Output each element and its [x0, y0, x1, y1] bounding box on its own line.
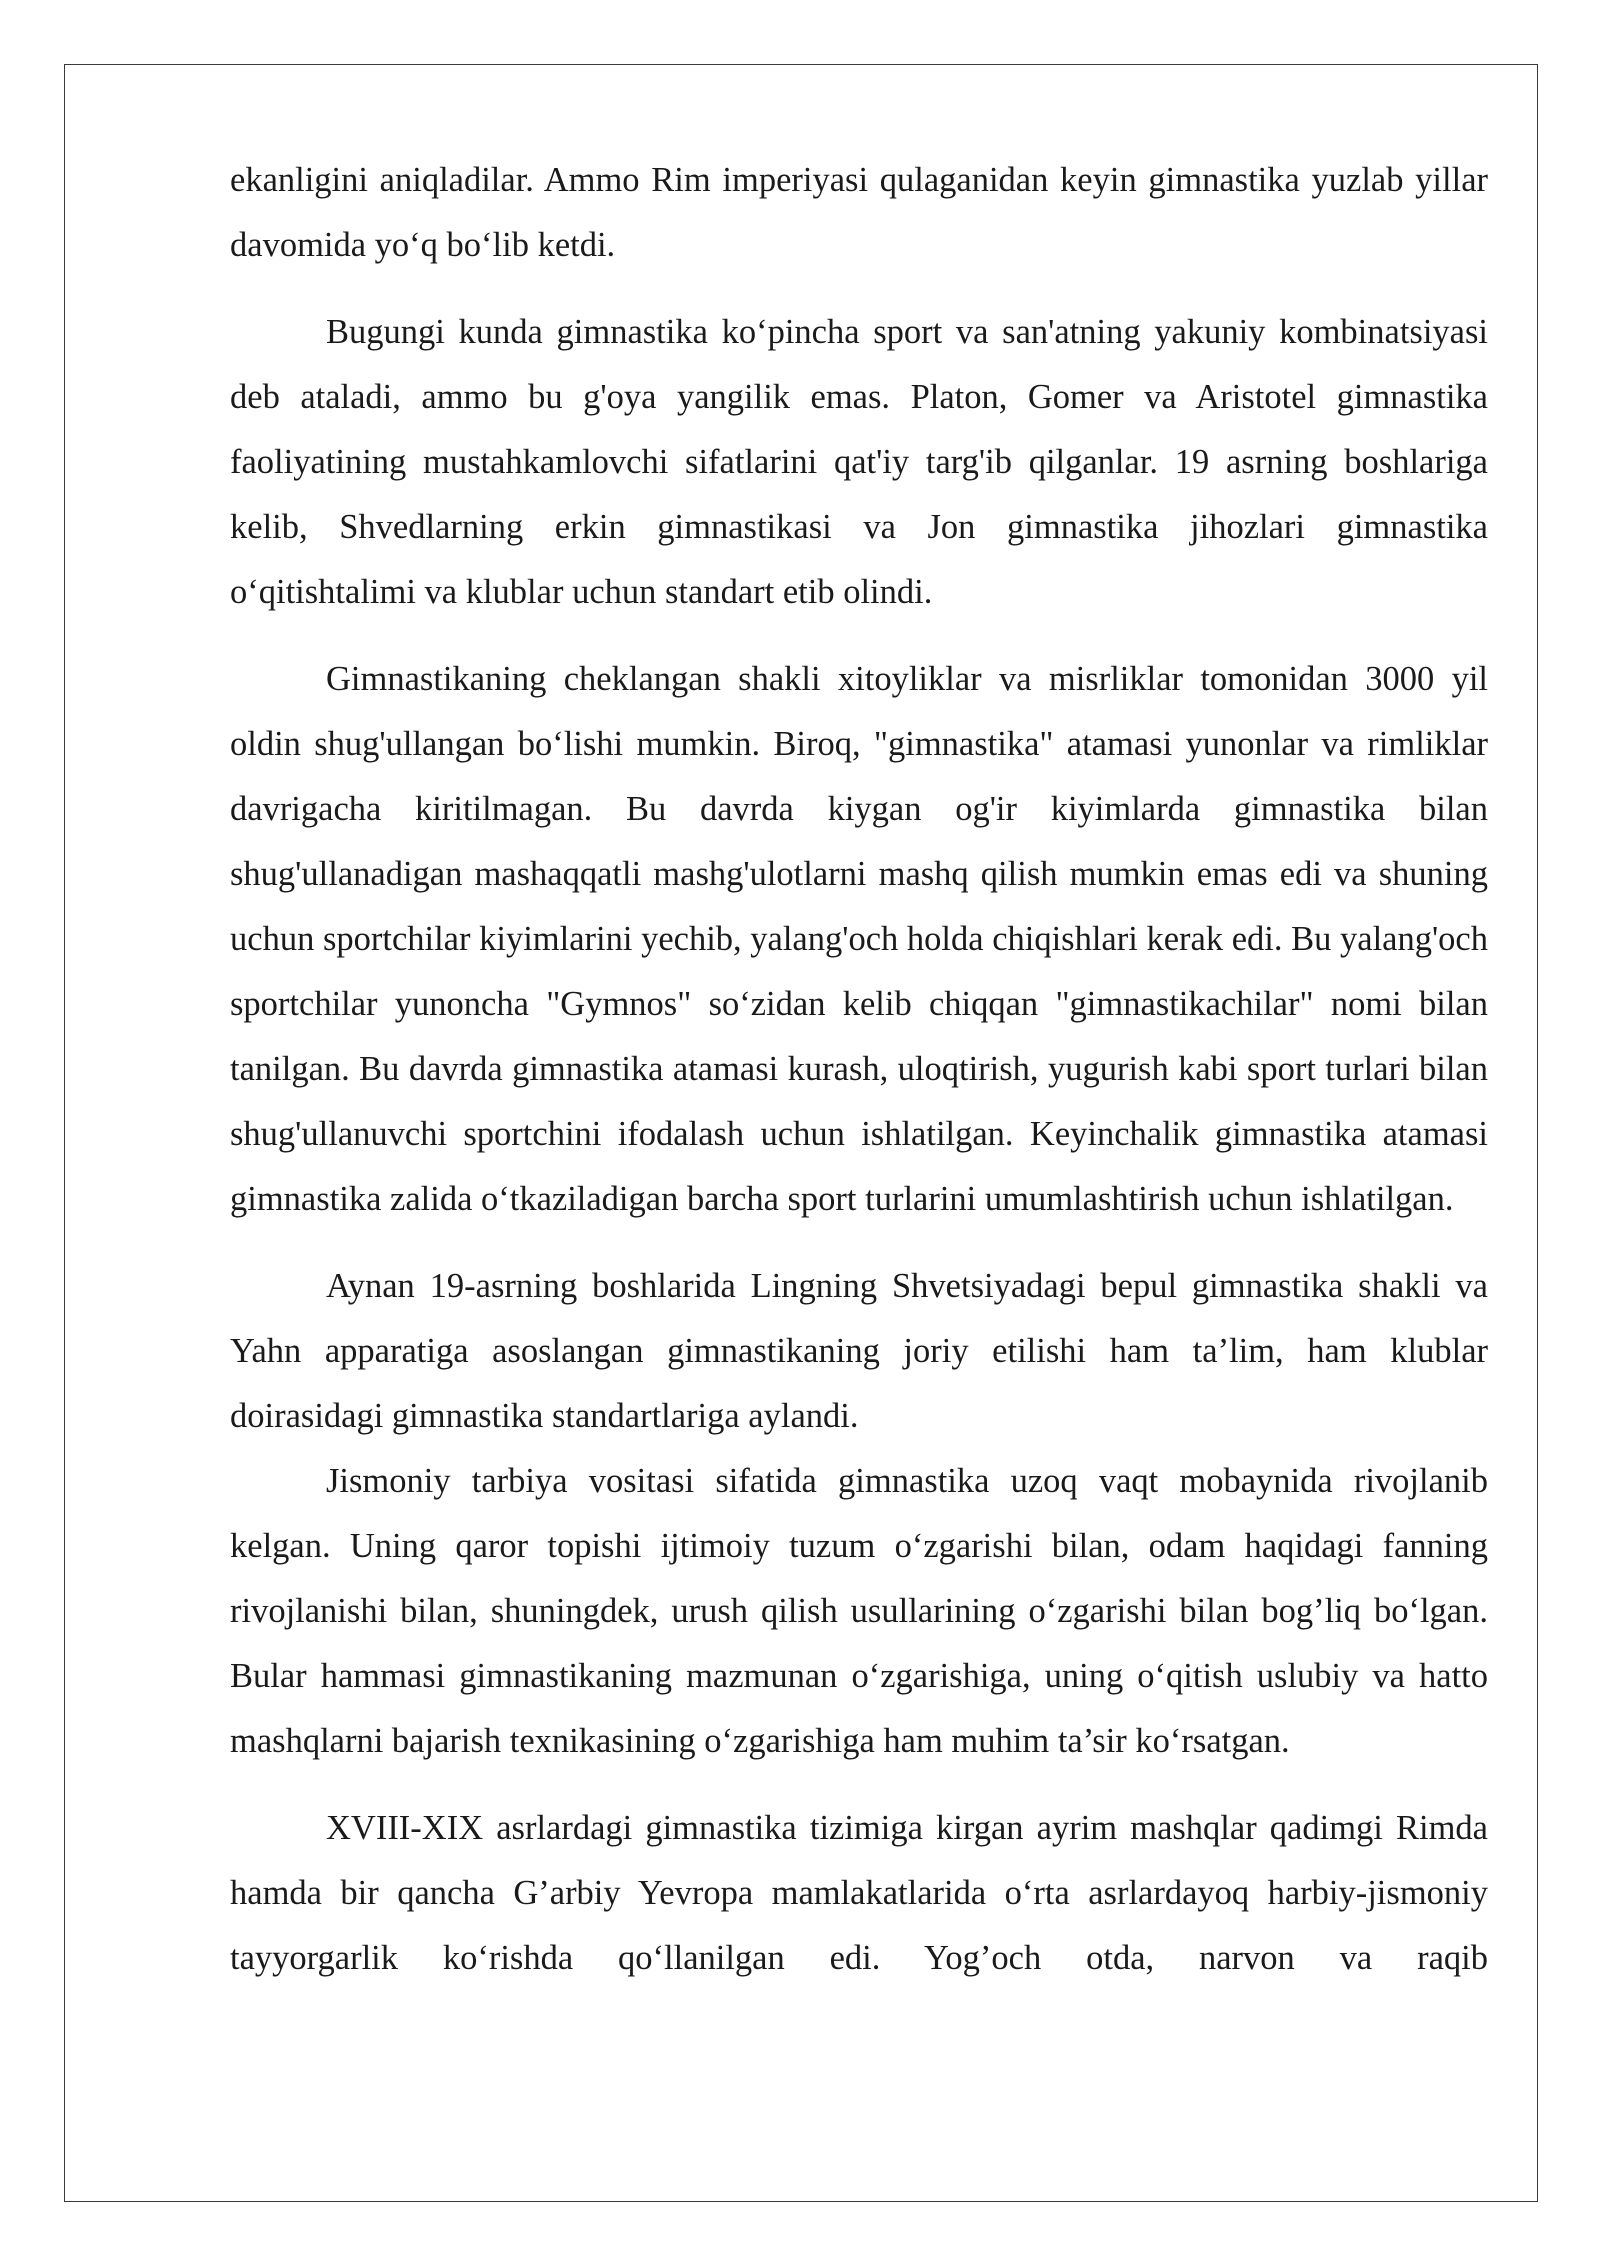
document-body: [230, 148, 1488, 1991]
paragraph-4: Aynan 19-asrning boshlarida Lingning Shvetsiyadagi bepul gimnastika shakli va Yahn apparatiga asoslangan gimnastikaning joriy etilishi ham ta’lim, ham klublar doirasidagi gimnastika standartlariga aylandi.: [230, 1267, 1488, 1435]
paragraph-2: Bugungi kunda gimnastika ko‘pincha sport va san'atning yakuniy kombinatsiyasi deb ataladi, ammo bu g'oya yangilik emas. Platon, Gomer va Aristotel gimnastika faoliyatining mustahkamlovchi sifatlarini qat'iy targ'ib qilganlar. 19 asrning boshlariga kelib, Shvedlarning erkin gimnastikasi va Jon gimnastika jihozlari gimnastika o‘qitishtalimi va klublar uchun standart etib olindi.: [230, 313, 1488, 611]
paragraph-3: Gimnastikaning cheklangan shakli xitoyliklar va misrliklar tomonidan 3000 yil oldin shug'ullangan bo‘lishi mumkin. Biroq, "gimnastika" atamasi yunonlar va rimliklar davrigacha kiritilmagan. Bu davrda kiygan og'ir kiyimlarda gimnastika bilan shug'ullanadigan mashaqqatli mashg'ulotlarni mashq qilish mumkin emas edi va shuning uchun sportchilar kiyimlarini yechib, yalang'och holda chiqishlari kerak edi. Bu yalang'och sportchilar yunoncha "Gymnos" so‘zidan kelib chiqqan "gimnastikachilar" nomi bilan tanilgan. Bu davrda gimnastika atamasi kurash, uloqtirish, yugurish kabi sport turlari bilan shug'ullanuvchi sportchini ifodalash uchun ishlatilgan. Keyinchalik gimnastika atamasi gimnastika zalida o‘tkaziladigan barcha sport turlarini umumlashtirish uchun ishlatilgan.: [230, 660, 1488, 1218]
paragraph-5: Jismoniy tarbiya vositasi sifatida gimnastika uzoq vaqt mobaynida rivojlanib kelgan. Uning qaror topishi ijtimoiy tuzum o‘zgarishi bilan, odam haqidagi fanning rivojlanishi bilan, shuningdek, urush qilish usullarining o‘zgarishi bilan bog’liq bo‘lgan. Bular hammasi gimnastikaning mazmunan o‘zgarishiga, uning o‘qitish uslubiy va hatto mashqlarni bajarish texnikasining o‘zgarishiga ham muhim ta’sir ko‘rsatgan.: [230, 1462, 1488, 1760]
paragraph-6: XVIII-XIX asrlardagi gimnastika tizimiga kirgan ayrim mashqlar qadimgi Rimda hamda bir qancha G’arbiy Yevropa mamlakatlarida o‘rta asrlardayoq harbiy-jismoniy tayyorgarlik ko‘rishda qo‘llanilgan edi. Yog’och otda, narvon va raqib: [230, 1809, 1488, 1977]
paragraph-1: ekanligini aniqladilar. Ammo Rim imperiyasi qulaganidan keyin gimnastika yuzlab yillar davomida yo‘q bo‘lib ketdi.: [230, 161, 1488, 264]
